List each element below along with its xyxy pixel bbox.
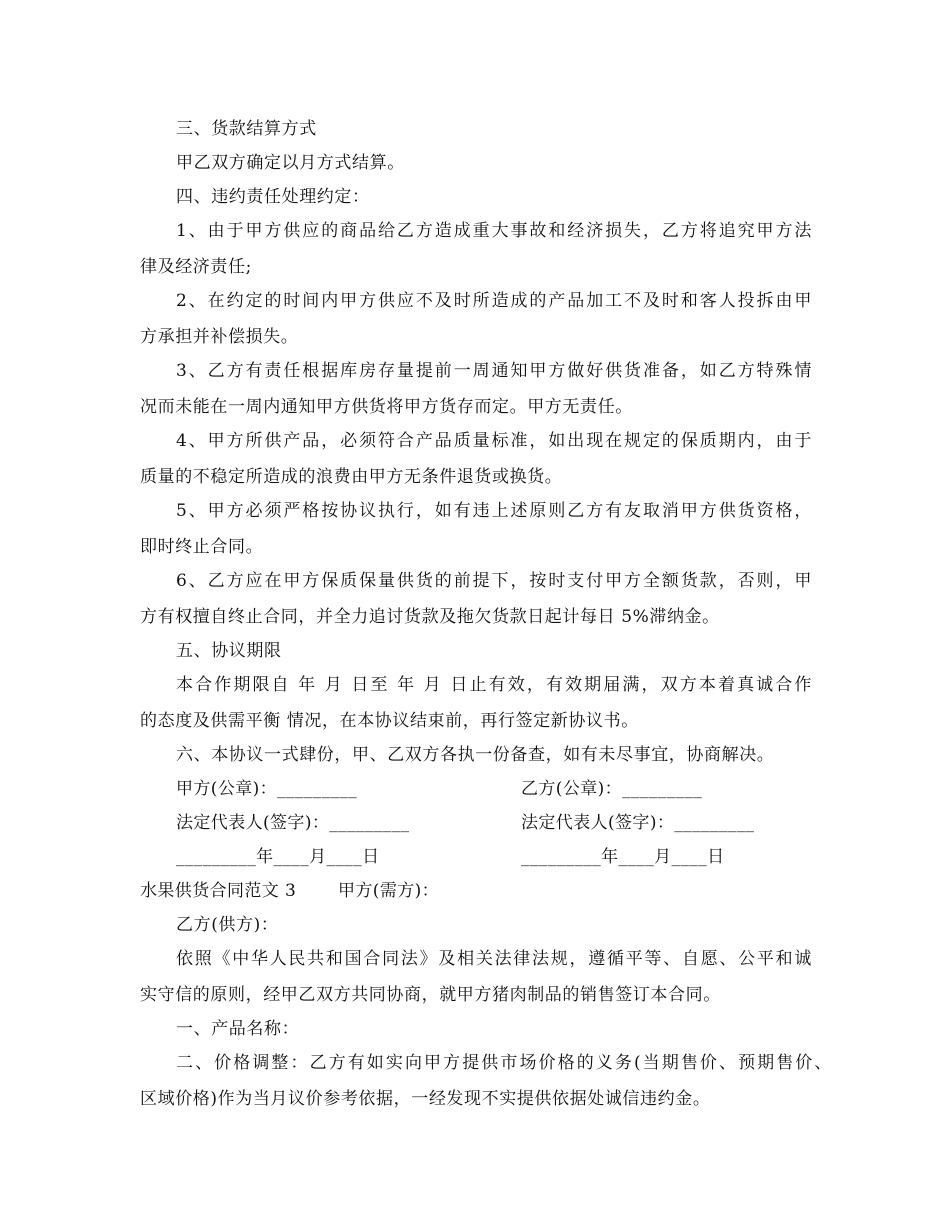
clause-2-line-2: 方承担并补偿损失。: [140, 327, 299, 347]
clause-3-line-1: 3、乙方有责任根据库房存量提前一周通知甲方做好供货准备，如乙方特殊情: [176, 361, 812, 381]
clause-2-line-1: 2、在约定的时间内甲方供应不及时所造成的产品加工不及时和客人投拆由甲: [176, 291, 812, 311]
section-3-title: 三、货款结算方式: [176, 119, 317, 139]
clause-6-line-2: 方有权擅自终止合同，并全力追讨货款及拖欠货款日起计每日 5%滞纳金。: [140, 607, 720, 627]
clause-1-line-1: 1、由于甲方供应的商品给乙方造成重大事故和经济损失，乙方将追究甲方法: [176, 221, 812, 241]
section-6: 六、本协议一式肆份，甲、乙双方各执一份备查，如有未尽事宜，协商解决。: [176, 745, 775, 765]
section-3-body: 甲乙双方确定以月方式结算。: [176, 153, 405, 173]
contract-3-price-line-1: 二、价格调整：乙方有如实向甲方提供市场价格的义务(当期售价、预期售价、: [176, 1053, 832, 1073]
party-b-seal: 乙方(公章)：_________: [521, 779, 703, 799]
clause-3-line-2: 况而未能在一周内通知甲方供货将甲方货存而定。甲方无责任。: [140, 397, 633, 417]
party-b-date: _________年____月____日: [521, 847, 725, 867]
party-a-seal: 甲方(公章)：_________: [176, 779, 358, 799]
contract-3-intro-line-1: 依照《中华人民共和国合同法》及相关法律法规，遵循平等、自愿、公平和诚: [176, 949, 812, 969]
section-4-title: 四、违约责任处理约定：: [176, 187, 370, 207]
section-5-title: 五、协议期限: [176, 641, 282, 661]
clause-4-line-2: 质量的不稳定所造成的浪费由甲方无条件退货或换货。: [140, 467, 563, 487]
contract-3-party-b: 乙方(供方)：: [176, 915, 279, 935]
contract-3-title: 水果供货合同范文 3: [140, 881, 297, 901]
clause-4-line-1: 4、甲方所供产品，必须符合产品质量标准，如出现在规定的保质期内，由于: [176, 431, 812, 451]
clause-5-line-1: 5、甲方必须严格按协议执行，如有违上述原则乙方有友取消甲方供货资格，: [176, 501, 812, 521]
clause-5-line-2: 即时终止合同。: [140, 537, 264, 557]
party-a-date: _________年____月____日: [176, 847, 380, 867]
clause-1-line-2: 律及经济责任;: [140, 257, 252, 277]
contract-3-price-line-2: 区域价格)作为当月议价参考依据，一经发现不实提供依据处诚信违约金。: [140, 1089, 711, 1109]
contract-3-intro-line-2: 实守信的原则，经甲乙双方共同协商，就甲方猪肉制品的销售签订本合同。: [140, 985, 721, 1005]
section-5-line-2: 的态度及供需平衡 情况，在本协议结束前，再行签定新协议书。: [140, 711, 639, 731]
clause-6-line-1: 6、乙方应在甲方保质保量供货的前提下，按时支付甲方全额货款，否则，甲: [176, 571, 812, 591]
party-b-representative: 法定代表人(签字)：_________: [521, 813, 755, 833]
contract-3-product-name: 一、产品名称：: [176, 1019, 300, 1039]
party-a-representative: 法定代表人(签字)：_________: [176, 813, 410, 833]
contract-3-party-a: 甲方(需方)：: [338, 881, 440, 901]
section-5-line-1: 本合作期限自 年 月 日至 年 月 日止有效，有效期届满，双方本着真诚合作: [176, 675, 812, 695]
